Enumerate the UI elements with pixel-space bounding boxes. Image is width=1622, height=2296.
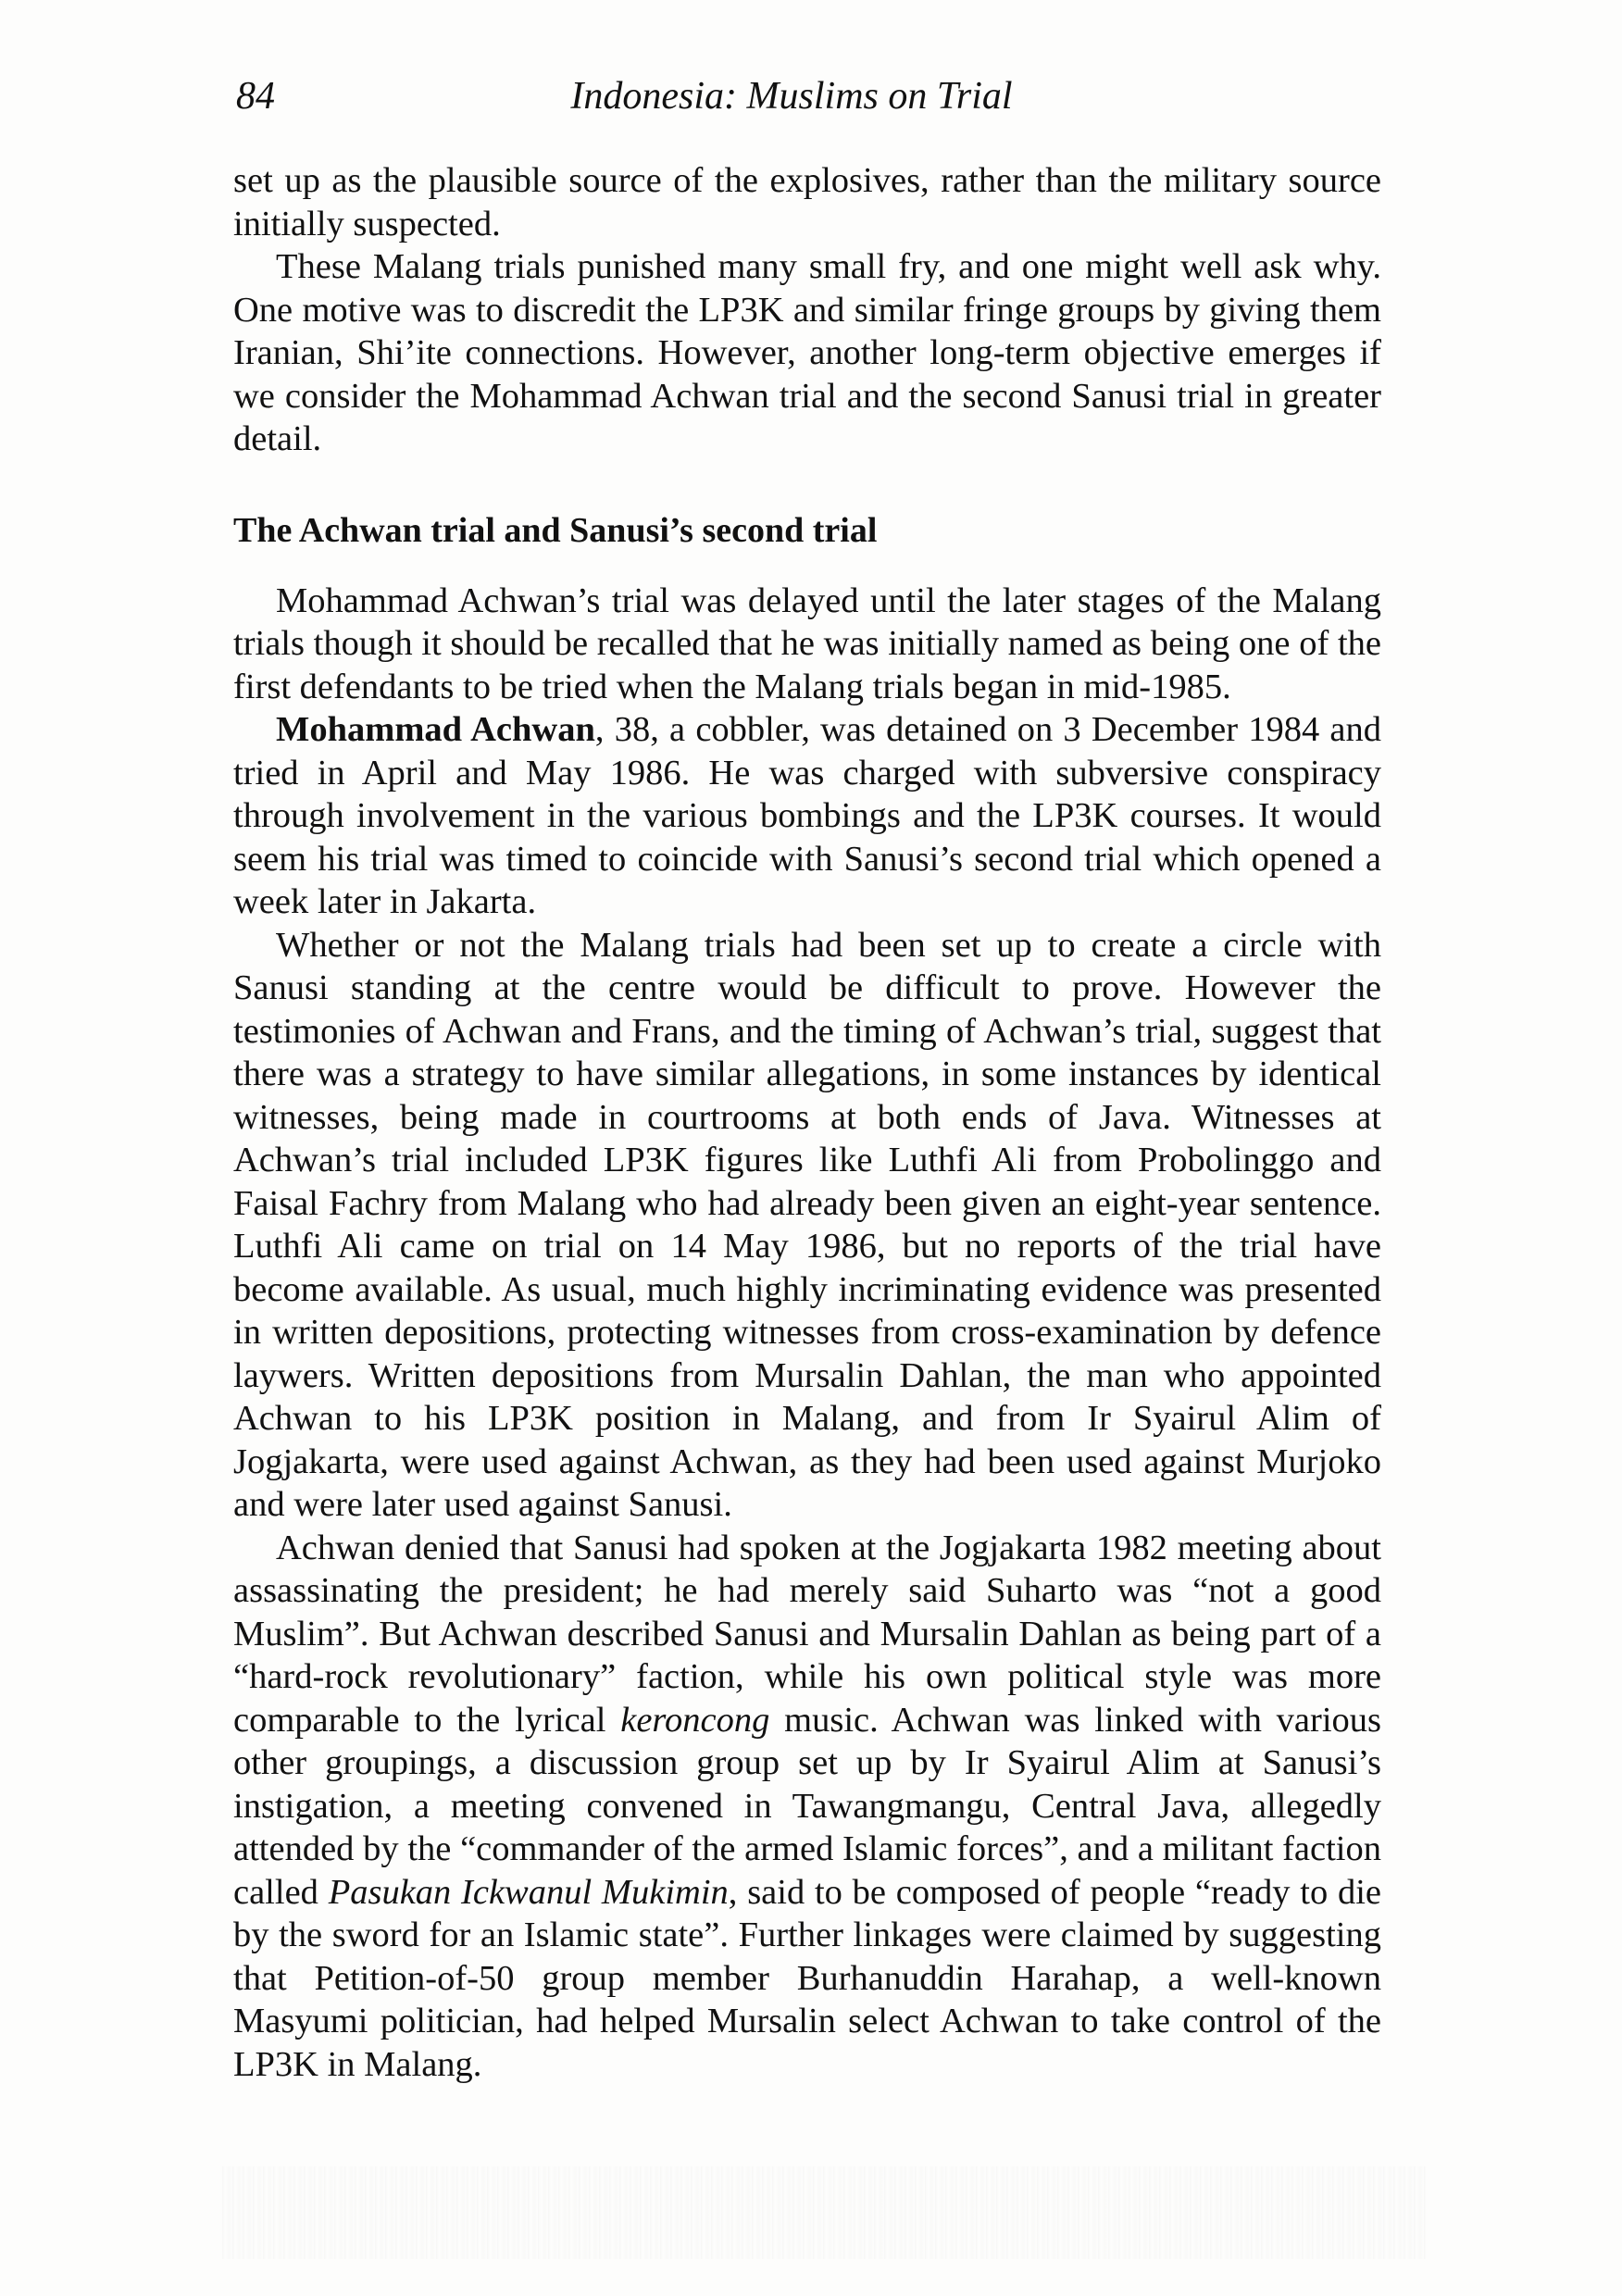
defendant-name: Mohammad Achwan (276, 710, 595, 749)
defendant-details: , 38, a cobbler, was detained on 3 December 1984 and tried in April and May 1986. He was charged with subversive conspiracy through involvement in the various bombings and the LP3K courses. It would seem his trial was timed to coincide with Sanusi’s second trial which opened a week later in Jakarta. (233, 710, 1381, 921)
denial-text-a: Achwan denied that Sanusi had spoken at the Jogjakarta 1982 meeting about assassinating the president; he had merely said Suharto was “not a good Muslim”. But Achwan described Sanusi and Mursalin Dahlan as being part of a “hard-rock revolutionary” faction, while his own political style was more comparable to the lyrical (233, 1528, 1381, 1740)
paragraph-continuation: set up as the plausible source of the explosives, rather than the military source initially suspected. (233, 161, 1381, 243)
body-text (233, 159, 1381, 2086)
running-head (236, 74, 1384, 130)
paragraph-malang-trials: These Malang trials punished many small fry, and one might well ask why. One motive was to discredit the LP3K and similar fringe groups by giving them Iranian, Shi’ite connections. However, another long-term objective emerges if we consider the Mohammad Achwan trial and the second Sanusi trial in greater detail. (233, 247, 1381, 458)
paragraph-achwan-denial (233, 1527, 1381, 2087)
page-number: 84 (236, 75, 275, 118)
italic-term-keroncong: keroncong (620, 1700, 770, 1740)
denial-text-c: , said to be composed of people “ready to die by the sword for an Islamic state”. Further linkages were claimed by suggesting that Petition-of-50 group member Burhanuddin Harahap, a well-known Masyumi politician, had helped Mursalin select Achwan to take control of the LP3K in Malang. (233, 1872, 1381, 2084)
section-heading: The Achwan trial and Sanusi’s second trial (233, 510, 878, 550)
paragraph-circle-strategy: Whether or not the Malang trials had been set up to create a circle with Sanusi standing at the centre would be difficult to prove. However the testimonies of Achwan and Frans, and the timing of Achwan’s trial, suggest that there was a strategy to have similar allegations, in some instances by identical witnesses, being made in courtrooms at both ends of Java. Witnesses at Achwan’s trial included LP3K figures like Luthfi Ali from Probolinggo and Faisal Fachry from Malang who had already been given an eight-year sentence. Luthfi Ali came on trial on 14 May 1986, but no reports of the trial have become available. As usual, much highly incriminating evidence was presented in written depositions, protecting witnesses from cross-examination by defence laywers. Written depositions from Mursalin Dahlan, the man who appointed Achwan to his LP3K position in Malang, and from Ir Syairul Alim of Jogjakarta, were used against Achwan, as they had been used against Murjoko and were later used against Sanusi. (233, 925, 1381, 1524)
running-title: Indonesia: Muslims on Trial (570, 75, 1013, 118)
paragraph-achwan-profile (233, 708, 1381, 924)
scan-noise (222, 2166, 1426, 2259)
denial-text-b: music. Achwan was linked with various other groupings, a discussion group set up by Ir Syairul Alim at Sanusi’s instigation, a meeting convened in Tawangmangu, Central Java, allegedly attended by the “commander of the armed Islamic forces”, and a militant faction called (233, 1700, 1382, 1912)
paragraph-achwan-delay: Mohammad Achwan’s trial was delayed until the later stages of the Malang trials though it should be recalled that he was initially named as being one of the first defendants to be tried when the Malang trials began in mid-1985. (233, 580, 1381, 706)
italic-term-faction: Pasukan Ickwanul Mukimin (328, 1872, 729, 1912)
